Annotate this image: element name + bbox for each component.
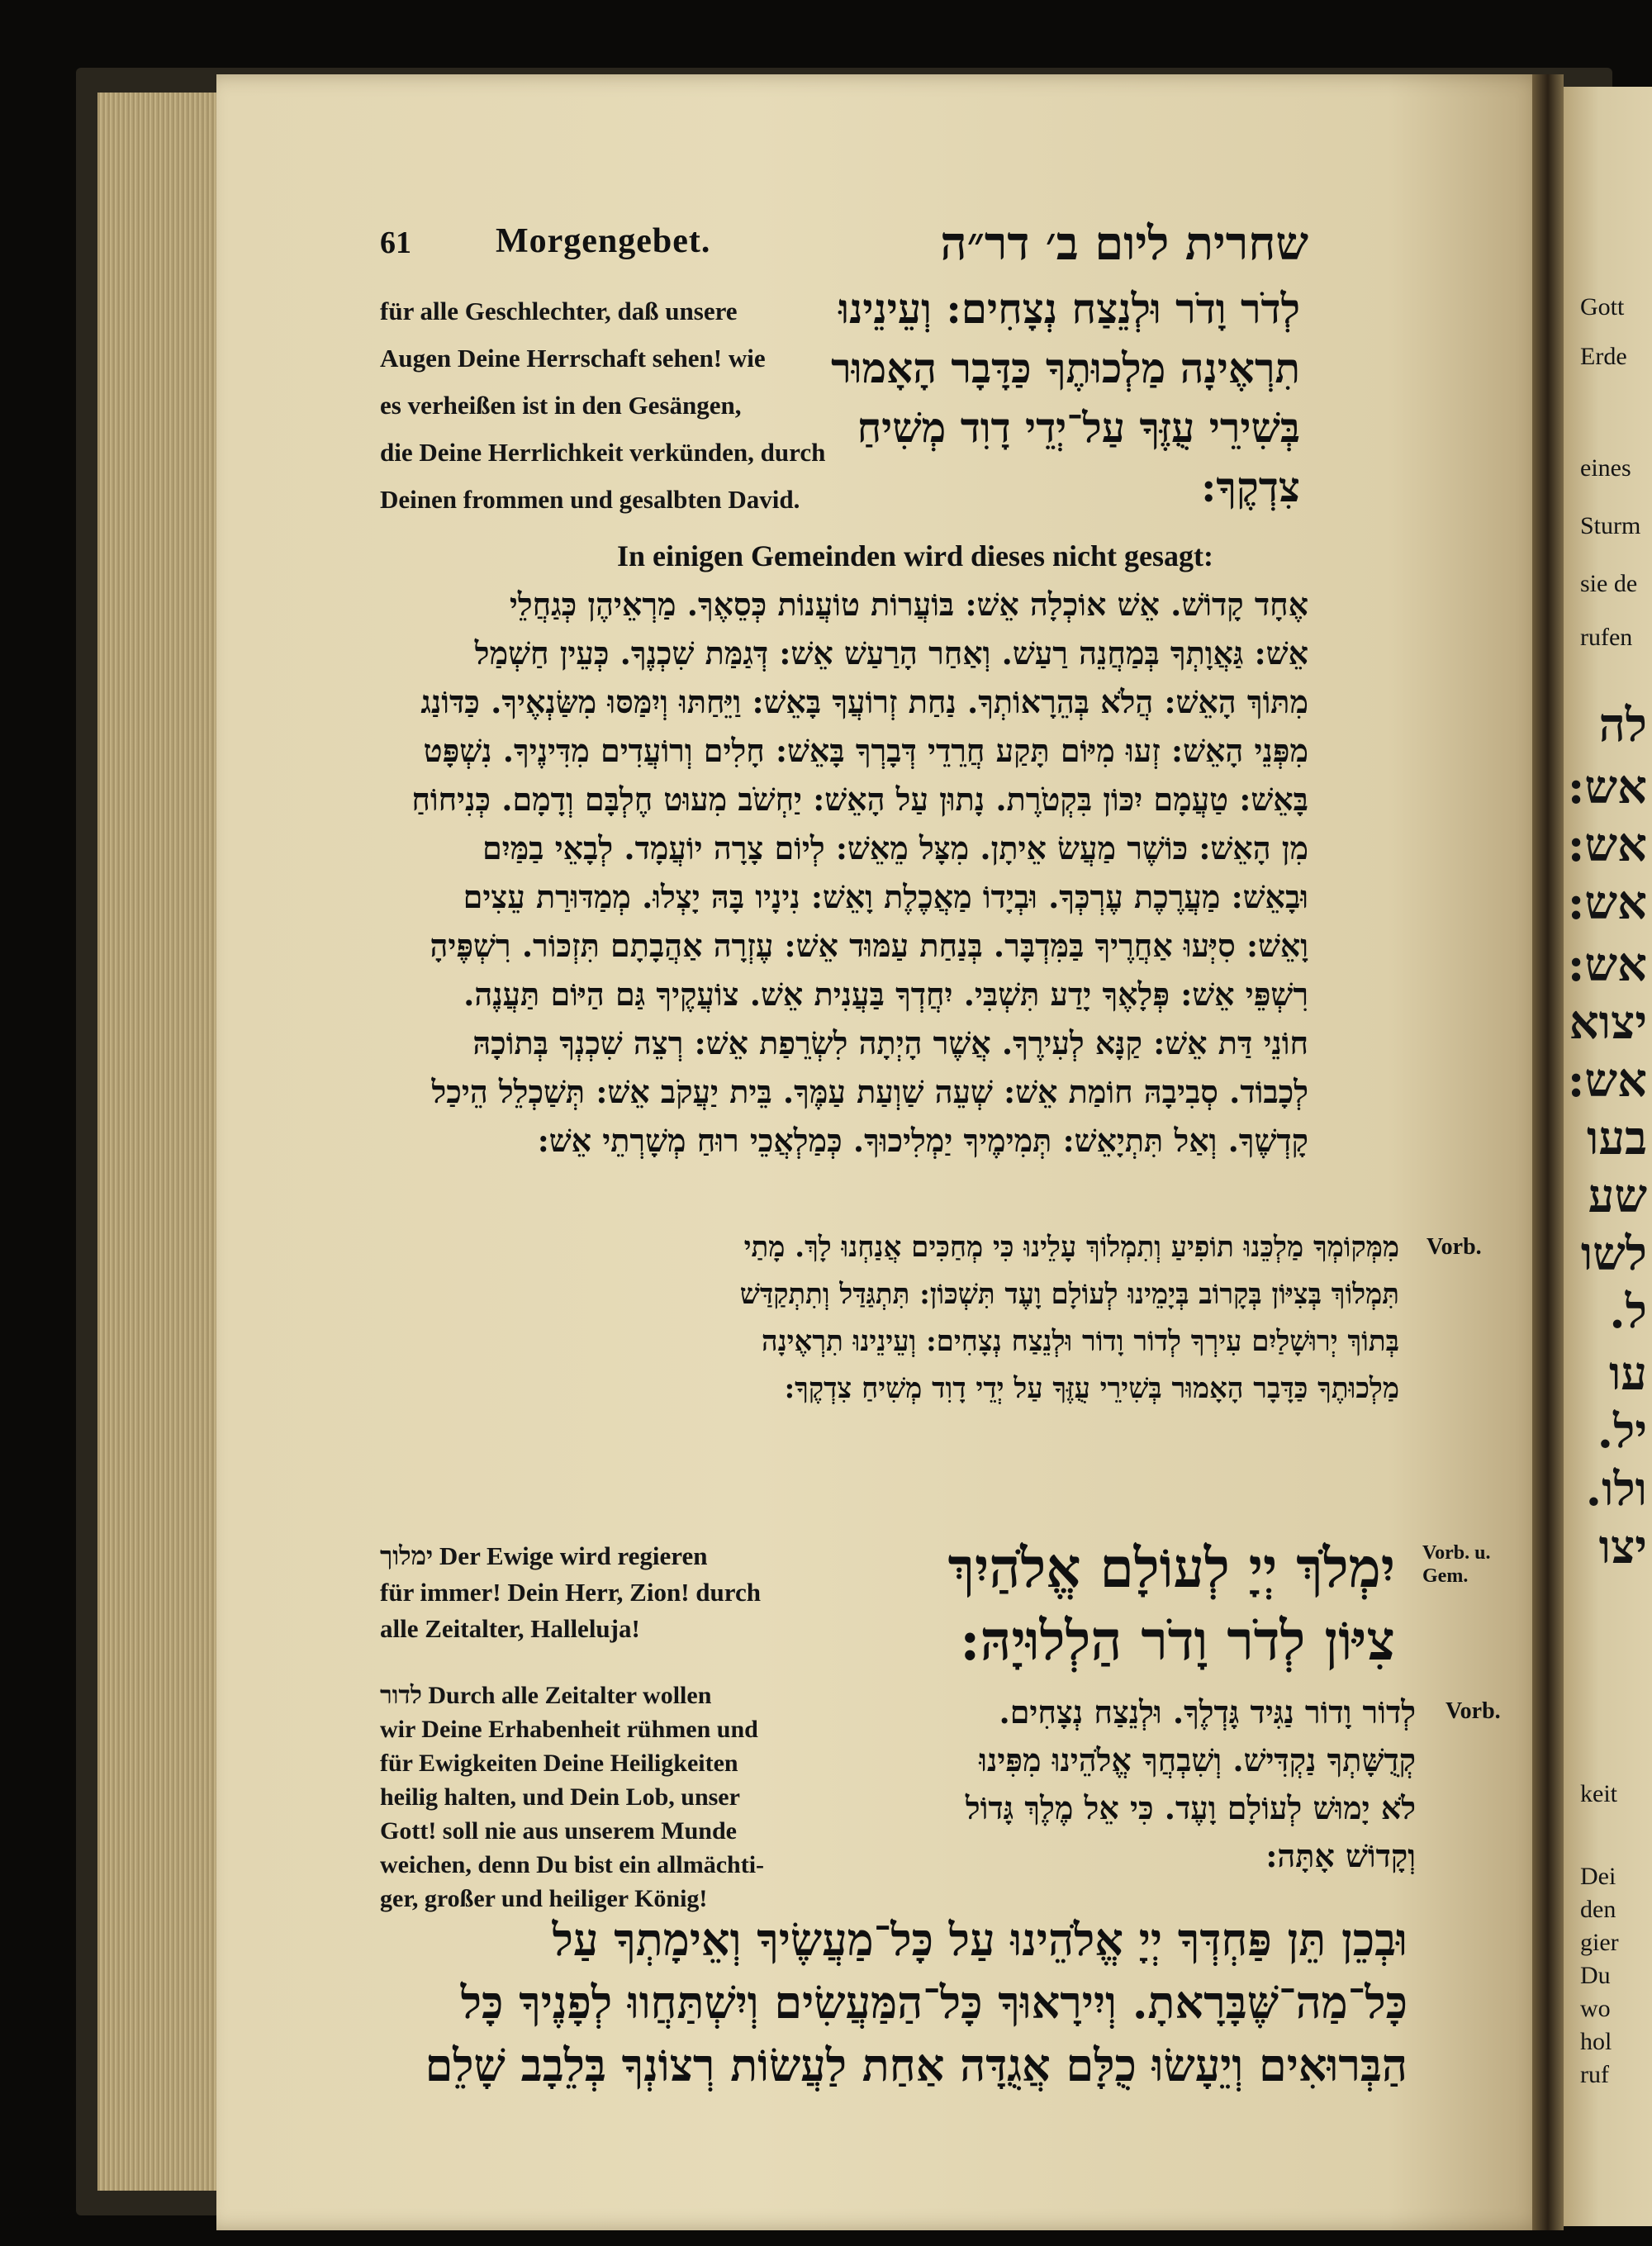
- hebrew-fragment: לשו: [1580, 1227, 1647, 1281]
- label-line: Vorb. u.: [1422, 1542, 1491, 1564]
- book-gutter: [1532, 74, 1564, 2230]
- hebrew-line: מִן הָאֵשׁ: כּוֹשֶׁר מַעֲשׂ אֵיתָן. מִצָּל מֵאֵשׁ: לְיוֹם צָרָה יוֹעֲמָד. לְבָאֵי בַמַּיִם: [482, 829, 1308, 867]
- german-translation-4: [380, 1679, 764, 1916]
- label-line: Gem.: [1422, 1565, 1469, 1587]
- german-fragment: eines: [1580, 454, 1631, 482]
- german-translation-3: [380, 1538, 761, 1647]
- hebrew-line: מִפְּנֵי הָאֵשׁ: זְעוּ מִיּוֹם תָּקַע חֲרֵדֵי דְּבָרְךָ בָּאֵשׁ: חָלִים וְרוֹעֲדִים מִדִּינֶיךָ. נִשְׁפָּט: [423, 732, 1308, 769]
- german-fragment: Sturm: [1580, 512, 1641, 539]
- german-fragment: ruf: [1580, 2061, 1609, 2088]
- hebrew-fragment: בעו: [1586, 1111, 1647, 1166]
- hebrew-line: לְכָבוֹד. סְבִיבָהּ חוֹמַת אֵשׁ: שְׁעֵה שַׁוְעַת עַמֶּךָ. בֵּית יַעֲקֹב אֵשׁ: תְּשַׁכְלֵל הֵיכַל: [431, 1073, 1308, 1110]
- hebrew-line: לֹא יָמוּשׁ לְעוֹלָם וָעֶד. כִּי אֵל מֶלֶךְ גָּדוֹל: [965, 1789, 1416, 1826]
- hebrew-line: מִתּוֹךְ הָאֵשׁ: הֲלֹא בְּהֵרָאוֹתְךָ. נַחַת זְרוֹעֲךָ בָּאֵשׁ: וַיֵּחַתּוּ וְיִמַּסּוּ מִשַּׂנְאֶיךָ. כַּדּוֹנַג: [420, 683, 1308, 720]
- hebrew-line: בְּתוֹךְ יְרוּשָׁלַיִם עִירְךָ לְדוֹר וָדוֹר וּלְנֵצַח נְצָחִים: וְעֵינֵינוּ תִרְאֶינָה: [762, 1325, 1399, 1358]
- hebrew-text-1: [831, 279, 1300, 517]
- hebrew-line: צִדְקֶךָ:: [1200, 463, 1300, 511]
- hebrew-fragment: לה: [1598, 698, 1647, 753]
- german-fragment: hol: [1580, 2028, 1612, 2055]
- piyut-text: [411, 580, 1308, 1165]
- hebrew-line: מִמְּקוֹמְךָ מַלְכֵּנוּ תוֹפִיעַ וְתִמְלוֹךְ עָלֵינוּ כִּי מְחַכִּים אֲנַחְנוּ לָךְ. מָתַי: [743, 1231, 1399, 1264]
- german-fragment: Dei: [1580, 1863, 1616, 1890]
- hebrew-fragment: ולו.: [1585, 1462, 1647, 1517]
- hebrew-text-5: [425, 1908, 1408, 2096]
- hebrew-line: לְדֹר וָדֹר וּלְנֵצַח נְצָחִים: וְעֵינֵינוּ: [838, 284, 1300, 333]
- hebrew-line: קְדֻשָּׁתְךָ נַקְדִּישׁ. וְשִׁבְחֲךָ אֱלֹהֵינוּ מִפִּינוּ: [979, 1741, 1416, 1778]
- hebrew-line: בְּשִׁירֵי עֻזֶּךָ עַל־יְדֵי דָוִד מְשִׁיחַ: [857, 403, 1300, 452]
- hebrew-line: יִמְלֹךְ יְיָ לְעוֹלָם אֱלֹהַיִךְ: [947, 1536, 1395, 1600]
- hebrew-line: וּבְכֵן תֵּן פַּחְדְּךָ יְיָ אֱלֹהֵינוּ עַל כָּל־מַעֲשֶׂיךָ וְאֵימָתְךָ עַל: [552, 1913, 1408, 1966]
- hebrew-line: וָאֵשׁ: סִיְּעוּ אַחֲרֶיךָ בַּמִּדְבָּר. בְּנַחַת עַמּוּד אֵשׁ: עֶזְרָה אַהֲבָתָם תִּזְכּוֹר. רִשְׁפֶּיהָ: [430, 927, 1308, 964]
- german-fragment: rufen: [1580, 624, 1633, 651]
- german-fragment: wo: [1580, 1995, 1611, 2022]
- german-line: ימלוך Der Ewige wird regieren: [380, 1541, 708, 1570]
- hebrew-line: בָּאֵשׁ: טַעֲמָם יִכּוֹן בִּקְטֹרֶת. נָתוּן עַל הָאֵשׁ: יַחְשֹׁב מִעוּט חֶלְבָּם וְדָמָם. כְּנִיחוֹחַ: [411, 781, 1308, 818]
- german-line: Deinen frommen und gesalbten David.: [380, 485, 800, 514]
- german-fragment: Du: [1580, 1962, 1611, 1989]
- german-fragment: sie de: [1580, 570, 1638, 597]
- german-line: wir Deine Erhabenheit rühmen und: [380, 1716, 758, 1743]
- german-line: weichen, denn Du bist ein allmächti-: [380, 1851, 765, 1878]
- hebrew-line: מַלְכוּתֶךָ כַּדָּבָר הָאָמוּר בְּשִׁירֵי עֻזֶּךָ עַל יְדֵי דָוִד מְשִׁיחַ צִדְקֶךָ:: [784, 1372, 1399, 1405]
- hebrew-line: תִּמְלוֹךְ בְּצִיּוֹן בְּקָרוֹב בְּיָמֵינוּ לְעוֹלָם וָעֶד תִּשְׁכּוֹן: תִּתְגַּדַּל וְתִתְקַדַּשׁ: [739, 1278, 1399, 1311]
- german-line: לדור Durch alle Zeitalter wollen: [380, 1682, 712, 1709]
- hebrew-fragment: עו: [1608, 1346, 1647, 1401]
- page-title-german: Morgengebet.: [496, 222, 711, 260]
- hebrew-fragment: שע: [1588, 1169, 1647, 1223]
- german-fragment: den: [1580, 1896, 1616, 1923]
- hebrew-line: וּבָאֵשׁ: מַעֲרֶכֶת עֶרְכְּךָ. וּבְיָדוֹ מַאֲכֶלֶת וָאֵשׁ: נִינָיו בָּהּ יָצְלוּ. מְמַדּוּרַת עֵצִים: [463, 878, 1308, 915]
- german-fragment: gier: [1580, 1929, 1619, 1956]
- hebrew-line: הַבְּרוּאִים וְיֵעָשׂוּ כֻלָּם אֲגֻדָּה אַחַת לַעֲשׂוֹת רְצוֹנְךָ בְּלֵבָב שָׁלֵם: [425, 2039, 1408, 2092]
- german-line: die Deine Herrlichkeit verkünden, durch: [380, 438, 826, 467]
- hebrew-line: אֶחָד קָדוֹשׁ. אֵשׁ אוֹכְלָה אֵשׁ: בּוֹעֲרוֹת טוֹעֲנוֹת כְּסֵאֶךָ. מַרְאֵיהֶן כְּגַחֲלֵי: [509, 586, 1308, 623]
- hebrew-line: וְקָדוֹשׁ אָתָּה:: [1265, 1837, 1416, 1874]
- hebrew-line: תִרְאֶינָה מַלְכוּתֶךָ כַּדָּבָר הָאָמוּר: [831, 344, 1300, 392]
- hebrew-line: כָּל־מַה־שֶּׁבָּרָאתָ. וְיִירָאוּךָ כָּל־הַמַּעֲשִׂים וְיִשְׁתַּחֲווּ לְפָנֶיךָ כָּל: [460, 1976, 1408, 2029]
- hebrew-text-3: [948, 1531, 1395, 1677]
- german-translation-1: [380, 287, 825, 523]
- left-page: [216, 74, 1548, 2230]
- vorbeter-label: Vorb.: [1446, 1698, 1501, 1724]
- german-fragment: Erde: [1580, 343, 1627, 370]
- vorbeter-gemeinde-label: [1422, 1541, 1490, 1588]
- hebrew-fragment: אש:: [1567, 760, 1647, 814]
- hebrew-fragment: אש:: [1567, 876, 1647, 930]
- hebrew-line: קָדְשֶׁךָ. וְאַל תִּתְיָאֵשׁ: תְּמִימֶיךָ יַמְלִיכוּךָ. כְּמַלְאֲכֵי רוּחַ מְשָׁרְתֵי אֵשׁ:: [537, 1122, 1308, 1159]
- hebrew-fragment: אש:: [1567, 1053, 1647, 1108]
- hebrew-line: רִשְׁפֵּי אֵשׁ: פְּלָאֶךָ יָדַע תִּשְׁבִּי. יִחֲדְךָ בַּעֲנִית אֵשׁ. צוֹעֲקֶיךָ גַּם הַיּוֹם תַּעֲנֶה.: [463, 976, 1308, 1013]
- hebrew-text-2: [740, 1224, 1399, 1413]
- hebrew-line: חוֹנֵי דַּת אֵשׁ: קַנָּא לְעִירֶךָ. אֲשֶׁר הָיְתָה לִשְׂרֵפַת אֵשׁ: רְצֵה שִׁכְנְךָ בְּתוֹכָהּ: [472, 1024, 1308, 1061]
- hebrew-line: אֵשׁ: גַּאֲוָתְךָ בְּמַחֲנֵה רַעַשׁ. וְאַחַר הָרַעַשׁ אֵשׁ: דְּגַמַּת שִׁכְנֶךָ. כְּעֵין חַשְׁמַל: [474, 634, 1308, 672]
- hebrew-fragment: יצוא: [1569, 995, 1647, 1050]
- hebrew-text-4: [966, 1688, 1416, 1880]
- german-line: für immer! Dein Herr, Zion! durch: [380, 1578, 761, 1607]
- german-line: für Ewigkeiten Deine Heiligkeiten: [380, 1750, 738, 1777]
- german-line: ger, großer und heiliger König!: [380, 1885, 708, 1912]
- hebrew-line: לְדוֹר וָדוֹר נַגִּיד גָּדְלֶךָ. וּלְנֵצַח נְצָחִים.: [999, 1693, 1416, 1731]
- right-page-fragment: [1564, 87, 1652, 2226]
- hebrew-fragment: אש:: [1567, 938, 1647, 992]
- page-number: 61: [380, 226, 411, 260]
- hebrew-fragment: יל.: [1597, 1404, 1647, 1459]
- german-line: Augen Deine Herrschaft sehen! wie: [380, 344, 766, 373]
- german-fragment: keit: [1580, 1780, 1617, 1807]
- rubric-note: In einigen Gemeinden wird dieses nicht gesagt:: [616, 539, 1213, 572]
- hebrew-fragment: ל.: [1609, 1284, 1647, 1339]
- hebrew-fragment: יצו: [1598, 1520, 1647, 1574]
- german-line: es verheißen ist in den Gesängen,: [380, 391, 742, 420]
- german-fragment: Gott: [1580, 293, 1625, 321]
- hebrew-fragment: אש:: [1567, 818, 1647, 872]
- german-line: heilig halten, und Dein Lob, unser: [380, 1783, 740, 1811]
- vorbeter-label: Vorb.: [1427, 1234, 1482, 1260]
- german-line: für alle Geschlechter, daß unsere: [380, 297, 738, 325]
- german-line: Gott! soll nie aus unserem Munde: [380, 1817, 737, 1845]
- german-line: alle Zeitalter, Halleluja!: [380, 1614, 640, 1643]
- page-edges: [97, 93, 221, 2191]
- page-title-hebrew: שחרית ליום ב׳ דר״ה: [940, 216, 1308, 271]
- hebrew-line: צִיּוֹן לְדֹר וָדֹר הַלְלוּיָהּ:: [960, 1608, 1395, 1673]
